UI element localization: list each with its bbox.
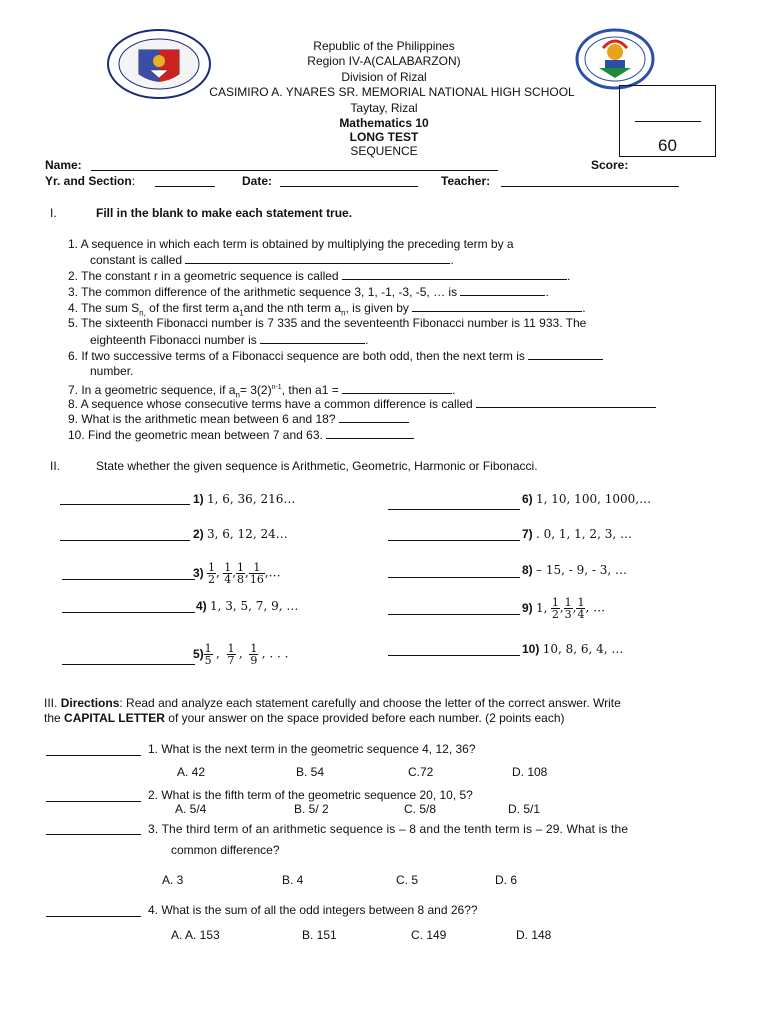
p2-i7-num: 7) bbox=[522, 527, 533, 541]
p2-item-4 bbox=[196, 599, 298, 614]
p1-q5-line2: eighteenth Fibonacci number is . bbox=[90, 333, 369, 347]
p2-item-6 bbox=[522, 492, 651, 507]
header-topic: SEQUENCE bbox=[350, 144, 418, 158]
p1-q1-text: constant is called bbox=[90, 253, 183, 267]
p3-q3-opt-b[interactable]: B. 4 bbox=[282, 873, 304, 887]
p2-i1-seq: 1, 6, 36, 216… bbox=[207, 492, 296, 506]
p2-i3-frac-4: $\frac{1}{16}$ bbox=[249, 561, 264, 586]
p2-i10-blank[interactable] bbox=[388, 655, 520, 656]
p2-i5-blank[interactable] bbox=[62, 664, 195, 665]
p2-i5-num: 5) bbox=[193, 647, 204, 661]
p2-i4-seq: 1, 3, 5, 7, 9, … bbox=[210, 599, 299, 613]
p1-q3-blank[interactable] bbox=[460, 284, 545, 296]
p3-q2-opt-b[interactable]: B. 5/ 2 bbox=[294, 802, 329, 816]
score-box bbox=[619, 85, 716, 157]
p1-q7-c: , then a1 = bbox=[281, 383, 339, 397]
p3-q2-opt-c[interactable]: C. 5/8 bbox=[404, 802, 437, 816]
header-division: Division of Rizal bbox=[341, 70, 427, 84]
name-label: Name: bbox=[45, 158, 82, 172]
section-label-text: Yr. and Section bbox=[45, 174, 132, 188]
p2-i5-frac-2: $\frac{1}{7}$ bbox=[227, 642, 235, 667]
part3-directions-line1 bbox=[44, 696, 734, 711]
p1-q6-line2: number. bbox=[90, 364, 134, 378]
p1-q2-text: 2. The constant r in a geometric sequence is called bbox=[68, 269, 339, 283]
p2-i9-first: 1, bbox=[536, 601, 548, 615]
p2-i4-blank[interactable] bbox=[62, 612, 195, 613]
p3-q3-opt-a[interactable]: A. 3 bbox=[162, 873, 184, 887]
p2-i1-num: 1) bbox=[193, 492, 204, 506]
p1-q7-blank[interactable] bbox=[342, 382, 452, 394]
p2-item-3: 3) $\frac{1}{2}$ , $\frac{1}{4}$ , $\frac{1}{8}$ , $\frac{1}{16}$ ,… bbox=[193, 561, 281, 586]
part3-directions-line2 bbox=[44, 711, 565, 726]
p2-i7-seq: . 0, 1, 1, 2, 3, … bbox=[536, 527, 632, 541]
p2-item-9: 9) 1, $\frac{1}{2}$ , $\frac{1}{3}$ , $\frac{1}{4}$ , … bbox=[522, 596, 606, 621]
p1-q2-blank[interactable] bbox=[342, 268, 567, 280]
part1-title: Fill in the blank to make each statement true. bbox=[96, 206, 353, 220]
p2-i9-frac-3: $\frac{1}{4}$ bbox=[577, 596, 585, 621]
teacher-field[interactable] bbox=[501, 186, 679, 187]
p1-q10 bbox=[68, 427, 414, 443]
p3-q2-blank[interactable] bbox=[46, 801, 141, 802]
p1-q9 bbox=[68, 411, 409, 427]
p1-q9-blank[interactable] bbox=[339, 411, 409, 423]
p2-i3-frac-2: $\frac{1}{4}$ bbox=[224, 561, 232, 586]
section-field[interactable] bbox=[155, 186, 215, 187]
p1-q7-a: 7. In a geometric sequence, if a bbox=[68, 383, 236, 397]
p1-q5-blank[interactable] bbox=[260, 332, 365, 344]
p1-q5-text: eighteenth Fibonacci number is bbox=[90, 333, 257, 347]
p2-item-1 bbox=[193, 492, 295, 507]
p2-i6-blank[interactable] bbox=[388, 509, 520, 510]
p2-i6-num: 6) bbox=[522, 492, 533, 506]
name-field[interactable] bbox=[91, 170, 498, 171]
p3-q1-blank[interactable] bbox=[46, 755, 141, 756]
p2-item-8 bbox=[522, 563, 627, 578]
part2-number: II. bbox=[50, 459, 61, 473]
p3-q3-blank[interactable] bbox=[46, 834, 141, 835]
p2-i5-frac-1: $\frac{1}{5}$ bbox=[204, 642, 212, 667]
score-line bbox=[635, 121, 701, 122]
date-label: Date: bbox=[242, 174, 273, 188]
p2-i8-num: 8) bbox=[522, 563, 533, 577]
part3-dir-label: Directions bbox=[60, 696, 120, 710]
date-field[interactable] bbox=[280, 186, 418, 187]
p1-q6-text: 6. If two successive terms of a Fibonacci sequence are both odd, then the next term is bbox=[68, 349, 525, 363]
p1-q10-blank[interactable] bbox=[326, 427, 414, 439]
p2-i2-blank[interactable] bbox=[60, 540, 190, 541]
p3-q4-opt-c[interactable]: C. 149 bbox=[411, 928, 447, 942]
header-school: CASIMIRO A. YNARES SR. MEMORIAL NATIONAL HIGH SCHOOL bbox=[209, 85, 575, 99]
p3-q4-blank[interactable] bbox=[46, 916, 141, 917]
p2-i8-seq: – 15, - 9, - 3, … bbox=[536, 563, 627, 577]
p2-i10-num: 10) bbox=[522, 642, 540, 656]
p3-q1-opt-d[interactable]: D. 108 bbox=[512, 765, 548, 779]
p1-q8-blank[interactable] bbox=[476, 396, 656, 408]
score-total: 60 bbox=[658, 136, 677, 155]
p1-q1-blank[interactable] bbox=[185, 252, 450, 264]
part3-number: III. bbox=[44, 696, 58, 710]
p3-q3-line1: 3. The third term of an arithmetic sequence is – 8 and the tenth term is – 29. What is the bbox=[148, 822, 629, 836]
p3-q4-opt-b[interactable]: B. 151 bbox=[302, 928, 337, 942]
p1-q6-line1 bbox=[68, 348, 603, 364]
p1-q7-b: = 3(2) bbox=[239, 383, 272, 397]
p2-i9-blank[interactable] bbox=[388, 614, 520, 615]
teacher-label: Teacher: bbox=[441, 174, 491, 188]
p1-q3: 3. The common difference of the arithmetic sequence 3, 1, -1, -3, -5, … is . bbox=[68, 285, 549, 299]
p2-item-2 bbox=[193, 527, 288, 542]
p1-q2: 2. The constant r in a geometric sequence is called . bbox=[68, 269, 571, 283]
p3-q3-opt-c[interactable]: C. 5 bbox=[396, 873, 419, 887]
p1-q6-blank[interactable] bbox=[528, 348, 603, 360]
p3-q1-opt-c[interactable]: C.72 bbox=[408, 765, 434, 779]
p1-q1-line1: 1. A sequence in which each term is obtained by multiplying the preceding term by a bbox=[68, 237, 514, 251]
p3-q1-text: 1. What is the next term in the geometric sequence 4, 12, 36? bbox=[148, 742, 476, 756]
p1-q4-d: , is given by bbox=[345, 301, 409, 315]
p1-q3-text: 3. The common difference of the arithmetic sequence 3, 1, -1, -3, -5, … is bbox=[68, 285, 458, 299]
part3-dir-b1: the bbox=[44, 711, 61, 725]
p2-i10-seq: 10, 8, 6, 4, … bbox=[542, 642, 624, 656]
header-republic: Republic of the Philippines bbox=[313, 39, 455, 53]
p2-i9-frac-1: $\frac{1}{2}$ bbox=[551, 596, 559, 621]
p2-item-10 bbox=[522, 642, 623, 657]
p1-q4-blank[interactable] bbox=[412, 300, 582, 312]
part3-dir-text-a: : Read and analyze each statement carefully and choose the letter of the correct answer. Write bbox=[119, 696, 621, 710]
header-subject: Mathematics 10 bbox=[339, 116, 429, 130]
p2-i3-frac-3: $\frac{1}{8}$ bbox=[237, 561, 245, 586]
p1-q4: 4. The sum $S_{n,}$ of the first term $a_1and$ the nth term $a_n$, is given by . bbox=[68, 301, 586, 318]
p2-i3-frac-1: $\frac{1}{2}$ bbox=[208, 561, 216, 586]
p2-i2-num: 2) bbox=[193, 527, 204, 541]
p1-q10-text: 10. Find the geometric mean between 7 and 63. bbox=[68, 428, 323, 442]
p1-q8 bbox=[68, 396, 656, 412]
p1-q4-a: 4. The sum S bbox=[68, 301, 140, 315]
p1-q4-c: and the nth term a bbox=[243, 301, 342, 315]
p2-item-7 bbox=[522, 527, 632, 542]
p1-q1-line2: constant is called . bbox=[90, 253, 454, 267]
score-label: Score: bbox=[591, 158, 629, 172]
p3-q4-text: 4. What is the sum of all the odd integers between 8 and 26?? bbox=[148, 903, 478, 917]
part2-title: State whether the given sequence is Arithmetic, Geometric, Harmonic or Fibonacci. bbox=[96, 459, 538, 473]
p2-i5-frac-3: $\frac{1}{9}$ bbox=[250, 642, 258, 667]
p2-i3-num: 3) bbox=[193, 566, 204, 580]
p2-i1-blank[interactable] bbox=[60, 504, 190, 505]
p2-i8-blank[interactable] bbox=[388, 577, 520, 578]
p3-q4-opt-a[interactable]: A. A. 153 bbox=[171, 928, 220, 942]
p2-i7-blank[interactable] bbox=[388, 540, 520, 541]
part3-dir-b2: CAPITAL LETTER bbox=[64, 711, 165, 725]
p2-i3-blank[interactable] bbox=[62, 579, 195, 580]
p1-q8-text: 8. A sequence whose consecutive terms have a common difference is called bbox=[68, 397, 473, 411]
p3-q1-opt-b[interactable]: B. 54 bbox=[296, 765, 325, 779]
p1-q5-line1: 5. The sixteenth Fibonacci number is 7 335 and the seventeenth Fibonacci number is 11 933. The bbox=[68, 316, 587, 330]
p2-i4-num: 4) bbox=[196, 599, 207, 613]
p3-q2-text: 2. What is the fifth term of the geometric sequence 20, 10, 5? bbox=[148, 788, 473, 802]
p1-q4-b: of the first term a bbox=[149, 301, 240, 315]
p3-q4-opt-d[interactable]: D. 148 bbox=[516, 928, 552, 942]
p3-q3-line2: common difference? bbox=[171, 843, 280, 857]
part1-number: I. bbox=[50, 206, 57, 220]
header-region: Region IV-A(CALABARZON) bbox=[307, 54, 461, 68]
p1-q9-text: 9. What is the arithmetic mean between 6 and 18? bbox=[68, 412, 336, 426]
p2-item-5: 5) $\frac{1}{5}$ , $\frac{1}{7}$ , $\frac{1}{9}$ , . . . bbox=[193, 642, 289, 667]
p3-q2-opt-a[interactable]: A. 5/4 bbox=[175, 802, 207, 816]
p2-i2-seq: 3, 6, 12, 24… bbox=[207, 527, 288, 541]
header-place: Taytay, Rizal bbox=[350, 101, 418, 115]
p3-q3-opt-d[interactable]: D. 6 bbox=[495, 873, 518, 887]
part3-dir-b3: of your answer on the space provided before each number. (2 points each) bbox=[168, 711, 565, 725]
p3-q2-opt-d[interactable]: D. 5/1 bbox=[508, 802, 541, 816]
p3-q1-opt-a[interactable]: A. 42 bbox=[177, 765, 206, 779]
p2-i6-seq: 1, 10, 100, 1000,… bbox=[536, 492, 652, 506]
p1-q7: 7. In a geometric sequence, if $a_n= 3(2)^{n-1}$, then a1 = . bbox=[68, 383, 456, 400]
header-test: LONG TEST bbox=[349, 130, 419, 144]
p2-i9-frac-2: $\frac{1}{3}$ bbox=[564, 596, 572, 621]
section-label: Yr. and Section: bbox=[45, 174, 136, 188]
p2-i9-num: 9) bbox=[522, 601, 533, 615]
